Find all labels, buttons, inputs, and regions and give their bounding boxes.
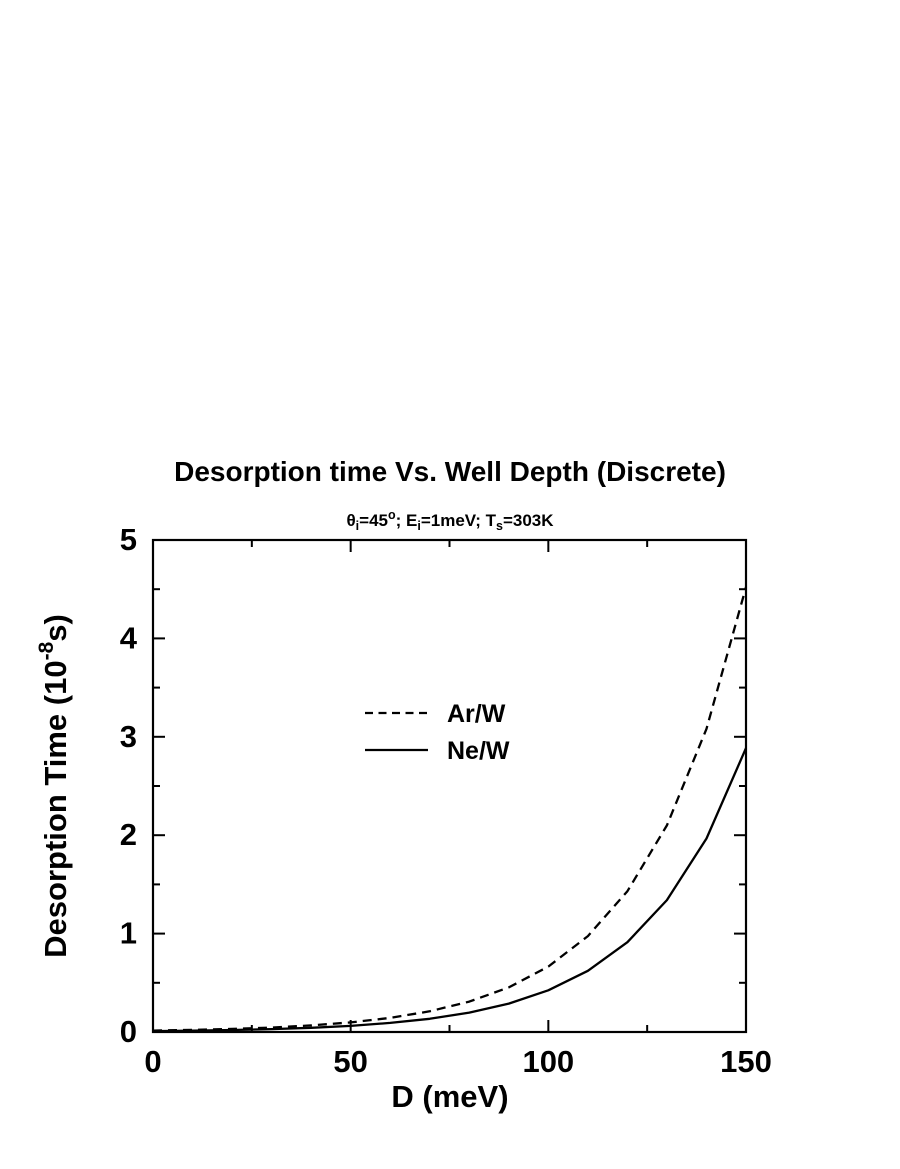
axis-ticks [154, 541, 745, 1031]
x-tick-label: 50 [333, 1044, 368, 1079]
chart-title: Desorption time Vs. Well Depth (Discrete) [174, 456, 726, 487]
plot-area [120, 522, 772, 1079]
y-axis-tick-labels [120, 522, 138, 1049]
chart-legend [365, 700, 510, 765]
legend-label-ne-w: Ne/W [447, 737, 510, 765]
x-tick-label: 150 [720, 1044, 772, 1079]
y-tick-label: 2 [119, 817, 137, 853]
y-tick-label: 5 [119, 522, 137, 557]
chart-subtitle: $\theta_i=45^o$; $E_i=1meV$; $T_s=303K$ [346, 508, 554, 533]
curve-ne-w [153, 748, 746, 1031]
data-curves [153, 587, 746, 1031]
x-axis-tick-labels [144, 1044, 771, 1079]
y-tick-label: 0 [119, 1014, 137, 1049]
y-axis-label: Desorption Time $(10^{-8}s)$ [35, 614, 73, 958]
x-tick-label: 0 [144, 1044, 162, 1079]
y-tick-label: 3 [119, 718, 137, 754]
x-axis-label: D (meV) [391, 1079, 509, 1114]
legend-label-ar-w: Ar/W [447, 700, 506, 728]
curve-ar-w [153, 587, 746, 1031]
y-tick-label: 1 [119, 915, 137, 951]
y-tick-label: 4 [119, 620, 137, 656]
plot-frame [153, 540, 746, 1032]
x-tick-label: 100 [522, 1044, 575, 1079]
